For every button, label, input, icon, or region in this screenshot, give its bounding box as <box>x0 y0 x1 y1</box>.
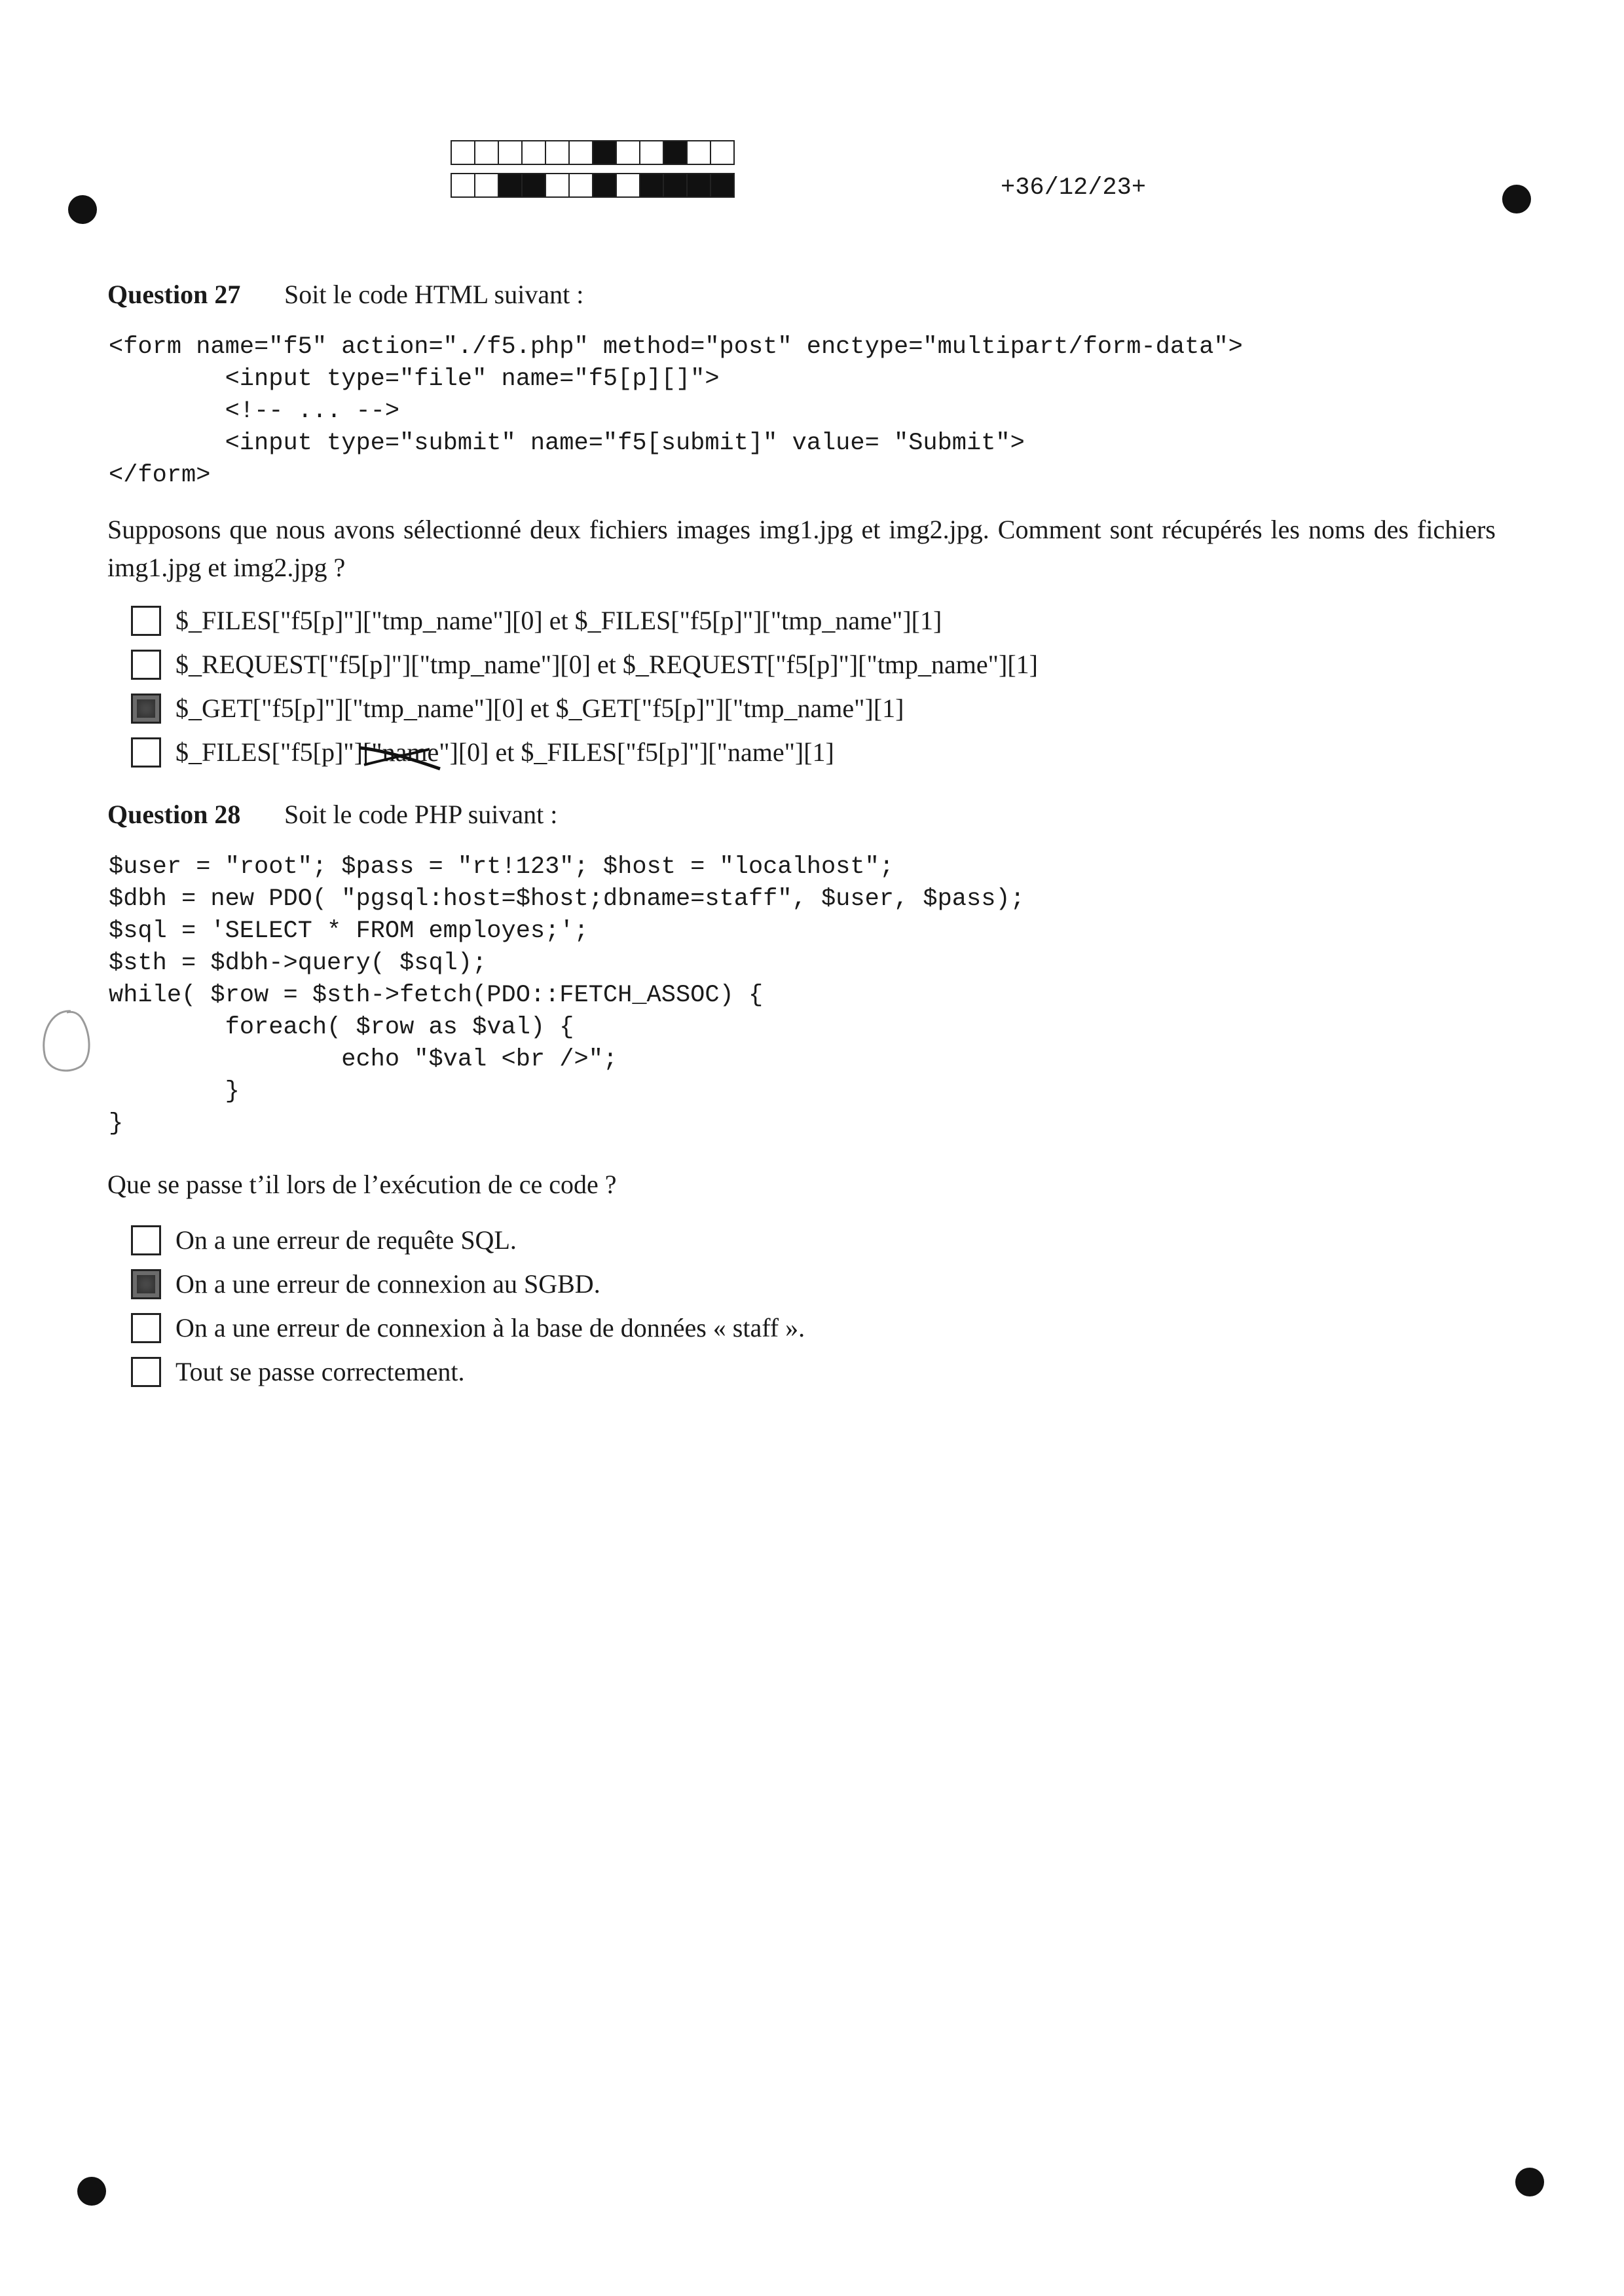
answer-option <box>131 599 1038 642</box>
barcode-cell <box>686 173 711 198</box>
question-27-text: Supposons que nous avons sélectionné deux fichiers images img1.jpg et img2.jpg. Comment sont récupérés les noms des fichiers img1.jpg et img2.jpg ? <box>107 515 1496 582</box>
answer-checkbox[interactable] <box>131 606 161 636</box>
answer-option <box>131 730 1038 774</box>
barcode-row-1 <box>451 140 733 165</box>
question-label: Question 27 <box>107 280 241 309</box>
barcode-cell <box>451 140 475 165</box>
answer-checkbox[interactable] <box>131 1313 161 1343</box>
answer-label: On a une erreur de connexion à la base de données « staff ». <box>175 1313 805 1342</box>
barcode-cell <box>686 140 711 165</box>
barcode-cell <box>710 173 735 198</box>
barcode-cell <box>521 140 546 165</box>
answer-option <box>131 1306 805 1350</box>
question-27-header <box>107 279 583 310</box>
html-code-block: <form name="f5" action="./f5.php" method="post" enctype="multipart/form-data"> <input type="file" name="f5[p][]"> <!-- ... --> <input type="submit" name="f5[submit]" value= "Submit"> </form> <box>109 333 1243 489</box>
answer-checkbox[interactable] <box>131 1225 161 1255</box>
answer-label: Tout se passe correctement. <box>175 1357 465 1386</box>
question-prompt: Soit le code PHP suivant : <box>284 800 558 829</box>
question-27-answers <box>131 599 1038 774</box>
barcode-cell <box>545 140 570 165</box>
answer-option <box>131 642 1038 686</box>
answer-checkbox[interactable] <box>131 1357 161 1387</box>
registration-mark-top-left <box>68 195 97 224</box>
answer-label: On a une erreur de requête SQL. <box>175 1225 517 1255</box>
answer-checkbox[interactable] <box>131 737 161 768</box>
barcode-cell <box>451 173 475 198</box>
question-28-header <box>107 799 557 830</box>
barcode-cell <box>663 173 688 198</box>
answer-label: $_FILES["f5[p]"]["tmp_name"][0] et $_FILES["f5[p]"]["tmp_name"][1] <box>175 606 942 635</box>
barcode-cell <box>545 173 570 198</box>
answer-option <box>131 1350 805 1394</box>
barcode-cell <box>616 140 640 165</box>
barcode-cell <box>568 140 593 165</box>
barcode-row-2 <box>451 173 733 198</box>
answer-label: $_GET["f5[p]"]["tmp_name"][0] et $_GET["f5[p]"]["tmp_name"][1] <box>175 694 904 723</box>
registration-mark-bottom-left <box>77 2177 106 2206</box>
question-28-answers <box>131 1218 805 1394</box>
question-label: Question 28 <box>107 800 241 829</box>
registration-mark-bottom-right <box>1515 2168 1544 2196</box>
answer-checkbox[interactable] <box>131 1269 161 1299</box>
barcode-cell <box>616 173 640 198</box>
answer-option <box>131 1218 805 1262</box>
barcode-cell <box>639 173 664 198</box>
pen-strike-mark <box>358 745 443 771</box>
question-prompt: Soit le code HTML suivant : <box>284 280 584 309</box>
answer-option <box>131 686 1038 730</box>
barcode-cell <box>474 140 499 165</box>
barcode-cell <box>592 173 617 198</box>
barcode-cell <box>474 173 499 198</box>
php-code-block: $user = "root"; $pass = "rt!123"; $host = "localhost"; $dbh = new PDO( "pgsql:host=$host;dbname=staff", $user, $pass); $sql = 'SELECT * FROM employes;'; $sth = $dbh->query( $sql); while( $row = $sth->fetch(PDO::FETCH_ASSOC) { foreach( $row as $val) { echo "$val <br />"; } } <box>109 853 1025 1138</box>
exam-id: +36/12/23+ <box>1001 174 1147 202</box>
barcode-cell <box>639 140 664 165</box>
pencil-circle-mark <box>38 1007 96 1077</box>
question-28-text: Que se passe t’il lors de l’exécution de ce code ? <box>107 1170 617 1199</box>
barcode-cell <box>568 173 593 198</box>
answer-label: $_REQUEST["f5[p]"]["tmp_name"][0] et $_REQUEST["f5[p]"]["tmp_name"][1] <box>175 650 1038 679</box>
answer-checkbox[interactable] <box>131 694 161 724</box>
answer-option <box>131 1262 805 1306</box>
barcode-cell <box>663 140 688 165</box>
barcode-cell <box>521 173 546 198</box>
answer-label: On a une erreur de connexion au SGBD. <box>175 1269 600 1299</box>
answer-label: $_FILES["f5[p]"]["name"][0] et $_FILES["f5[p]"]["name"][1] <box>175 737 834 767</box>
barcode-cell <box>498 140 523 165</box>
registration-mark-top-right <box>1502 185 1531 213</box>
barcode-cell <box>498 173 523 198</box>
answer-checkbox[interactable] <box>131 650 161 680</box>
barcode-cell <box>592 140 617 165</box>
barcode-cell <box>710 140 735 165</box>
